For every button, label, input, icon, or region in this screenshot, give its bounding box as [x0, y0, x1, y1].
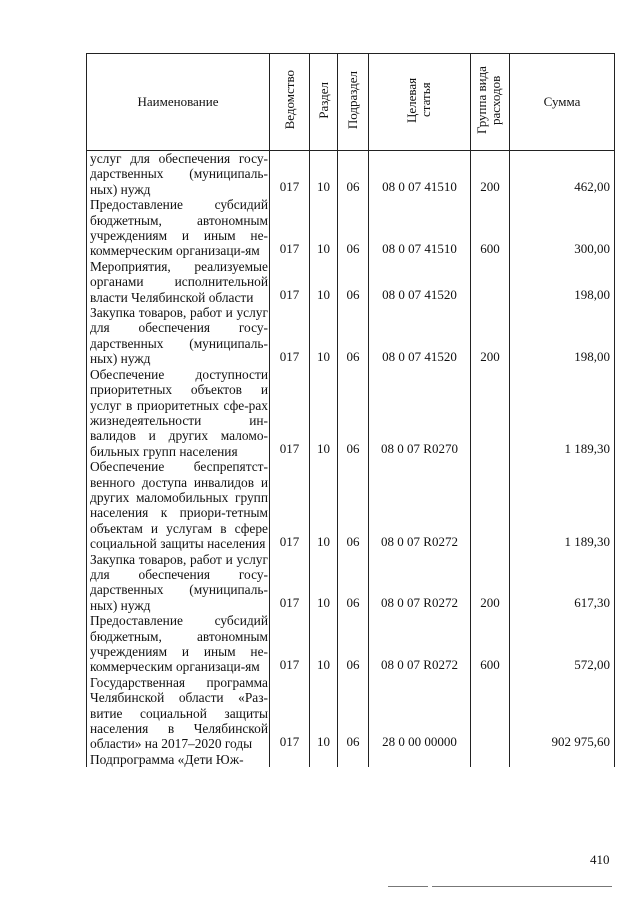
table-row: [87, 552, 615, 614]
row-ved: 017: [270, 259, 310, 305]
table-row: [87, 305, 615, 367]
row-podrazdel: 06: [338, 675, 369, 752]
row-summa: 300,00: [510, 197, 615, 259]
header-summa: Сумма: [510, 54, 615, 151]
row-gruppa: [471, 459, 510, 551]
row-gruppa: 200: [471, 305, 510, 367]
row-ved: 017: [270, 613, 310, 675]
table-header-row: [87, 54, 615, 151]
header-celevaya: Целевая статья: [369, 54, 471, 151]
row-gruppa: 600: [471, 613, 510, 675]
row-name: Мероприятия, реализуемые органами исполнительной власти Челябинской области: [87, 259, 270, 305]
budget-table-page: [86, 53, 614, 767]
row-celevaya: 08 0 07 R0272: [369, 613, 471, 675]
header-podrazdel: Подраздел: [338, 54, 369, 151]
row-razdel: 10: [310, 151, 338, 198]
row-razdel: 10: [310, 197, 338, 259]
row-podrazdel: 06: [338, 305, 369, 367]
table-row: [87, 459, 615, 551]
row-podrazdel: [338, 752, 369, 767]
table-row: [87, 259, 615, 305]
row-name: Закупка товаров, работ и услуг для обеспечения госу-дарственных (муниципаль-ных) нужд: [87, 552, 270, 614]
row-gruppa: [471, 367, 510, 459]
row-razdel: 10: [310, 459, 338, 551]
row-gruppa: [471, 675, 510, 752]
header-name: Наименование: [87, 54, 270, 151]
row-ved: 017: [270, 552, 310, 614]
row-podrazdel: 06: [338, 552, 369, 614]
scan-artifact-line: [388, 886, 428, 887]
row-podrazdel: 06: [338, 367, 369, 459]
row-celevaya: 08 0 07 R0272: [369, 459, 471, 551]
row-razdel: 10: [310, 552, 338, 614]
row-ved: 017: [270, 305, 310, 367]
row-ved: 017: [270, 197, 310, 259]
row-ved: 017: [270, 675, 310, 752]
row-summa: 572,00: [510, 613, 615, 675]
row-celevaya: 08 0 07 R0272: [369, 552, 471, 614]
row-gruppa: 200: [471, 552, 510, 614]
row-name: Обеспечение беспрепятст-венного доступа инвалидов и других маломобильных групп населения к приори-тетным объектам и услугам в сфере социальной защиты населения: [87, 459, 270, 551]
scan-artifact-line: [432, 886, 612, 887]
header-razdel: Раздел: [310, 54, 338, 151]
row-celevaya: 08 0 07 41510: [369, 197, 471, 259]
row-summa: 617,30: [510, 552, 615, 614]
budget-table: [86, 53, 615, 767]
row-gruppa: [471, 752, 510, 767]
row-razdel: [310, 752, 338, 767]
row-ved: 017: [270, 151, 310, 198]
row-summa: 198,00: [510, 259, 615, 305]
row-summa: 198,00: [510, 305, 615, 367]
row-summa: 902 975,60: [510, 675, 615, 752]
row-gruppa: 200: [471, 151, 510, 198]
row-name: Подпрограмма «Дети Юж-: [87, 752, 270, 767]
row-podrazdel: 06: [338, 613, 369, 675]
row-ved: 017: [270, 367, 310, 459]
row-name: услуг для обеспечения госу-дарственных (муниципаль-ных) нужд: [87, 151, 270, 198]
page-number: 410: [590, 852, 610, 867]
row-gruppa: 600: [471, 197, 510, 259]
row-summa: 462,00: [510, 151, 615, 198]
row-name: Обеспечение доступности приоритетных объектов и услуг в приоритетных сфе-рах жизнедеятельности ин-валидов и других маломо-бильных групп населения: [87, 367, 270, 459]
row-ved: [270, 752, 310, 767]
table-row: [87, 151, 615, 198]
row-name: Предоставление субсидий бюджетным, автономным учреждениям и иным не-коммерческим организаци-ям: [87, 613, 270, 675]
row-summa: 1 189,30: [510, 367, 615, 459]
table-row: [87, 675, 615, 752]
table-row: [87, 752, 615, 767]
row-celevaya: [369, 752, 471, 767]
row-name: Государственная программа Челябинской области «Раз-витие социальной защиты населения в Челябинской области» на 2017–2020 годы: [87, 675, 270, 752]
row-celevaya: 28 0 00 00000: [369, 675, 471, 752]
row-razdel: 10: [310, 613, 338, 675]
table-row: [87, 197, 615, 259]
header-vedomstvo: Ведомство: [270, 54, 310, 151]
table-row: [87, 367, 615, 459]
row-razdel: 10: [310, 259, 338, 305]
row-podrazdel: 06: [338, 459, 369, 551]
row-razdel: 10: [310, 367, 338, 459]
row-name: Предоставление субсидий бюджетным, автономным учреждениям и иным не-коммерческим организаци-ям: [87, 197, 270, 259]
row-celevaya: 08 0 07 41520: [369, 259, 471, 305]
row-podrazdel: 06: [338, 259, 369, 305]
row-celevaya: 08 0 07 41510: [369, 151, 471, 198]
row-name: Закупка товаров, работ и услуг для обеспечения госу-дарственных (муниципаль-ных) нужд: [87, 305, 270, 367]
header-gruppa: Группа вида расходов: [471, 54, 510, 151]
row-razdel: 10: [310, 305, 338, 367]
row-ved: 017: [270, 459, 310, 551]
row-razdel: 10: [310, 675, 338, 752]
row-podrazdel: 06: [338, 151, 369, 198]
row-podrazdel: 06: [338, 197, 369, 259]
row-summa: [510, 752, 615, 767]
row-summa: 1 189,30: [510, 459, 615, 551]
row-celevaya: 08 0 07 41520: [369, 305, 471, 367]
table-row: [87, 613, 615, 675]
row-gruppa: [471, 259, 510, 305]
row-celevaya: 08 0 07 R0270: [369, 367, 471, 459]
